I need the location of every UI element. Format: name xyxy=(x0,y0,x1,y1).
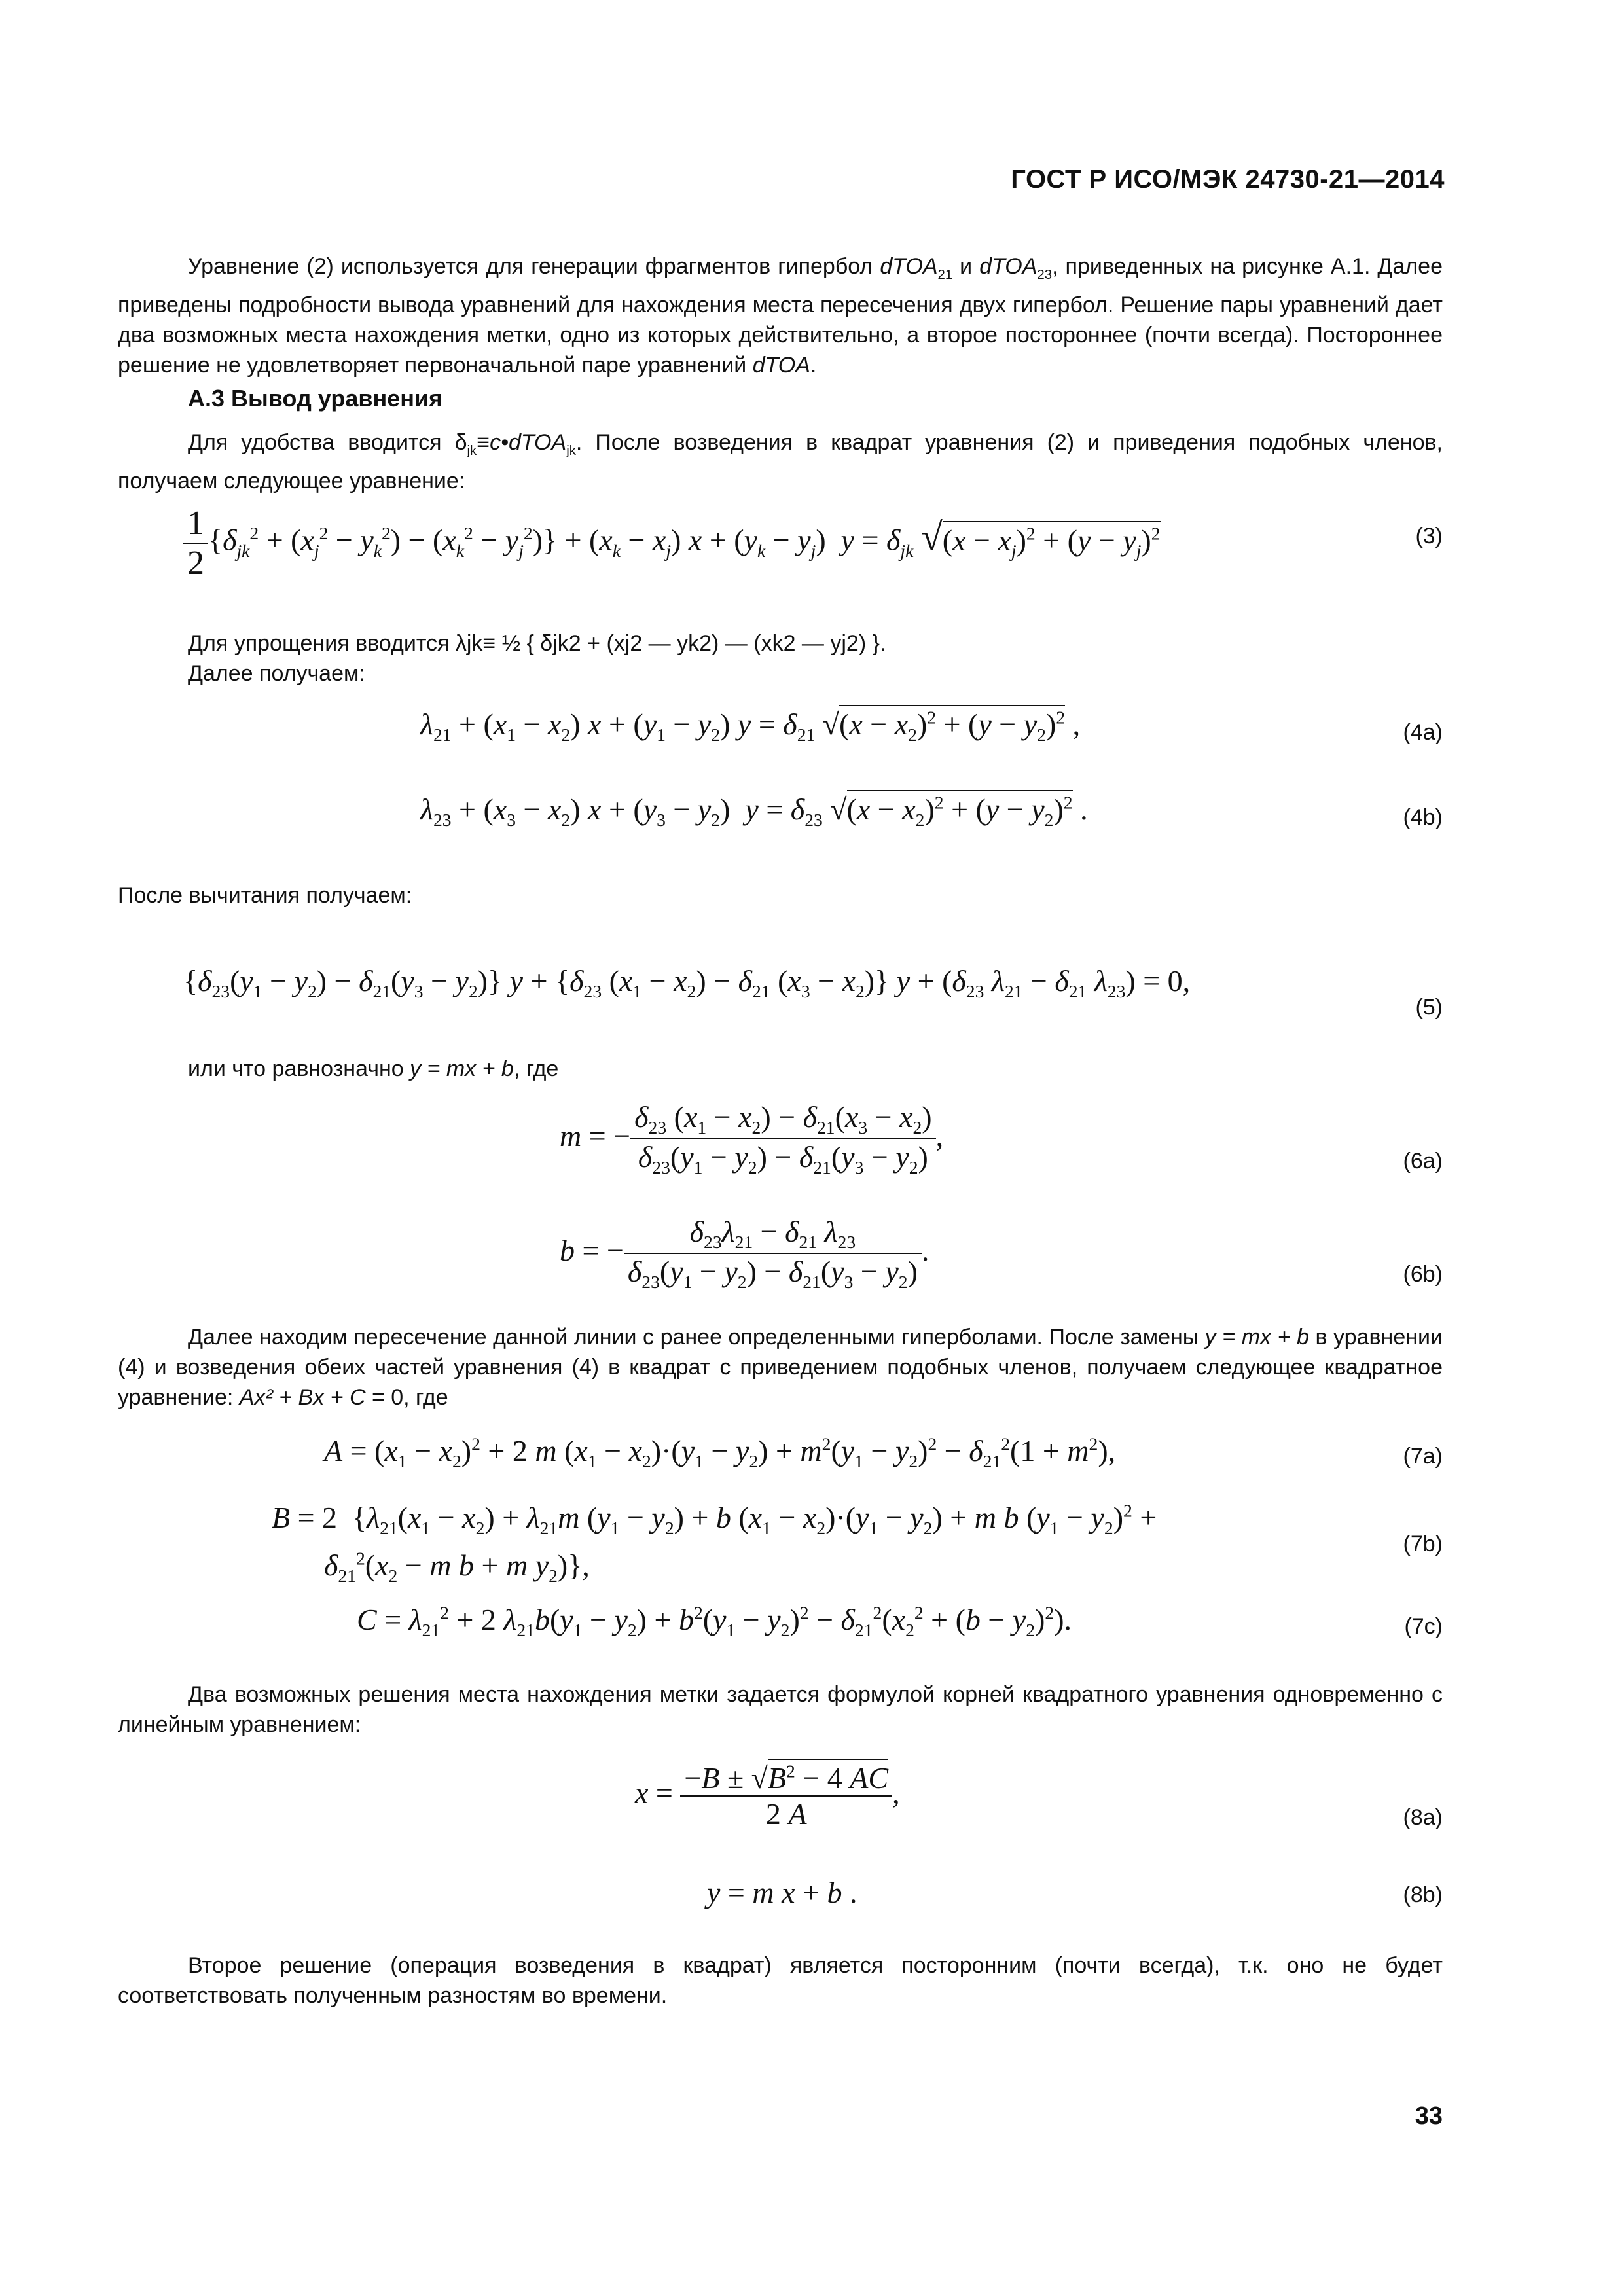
paragraph-delta-def xyxy=(118,427,1443,496)
paragraph-intersection xyxy=(118,1322,1443,1412)
delta-text-b: ≡ xyxy=(477,430,490,455)
eq-number-8b: (8b) xyxy=(1403,1882,1443,1907)
eq-number-7c: (7c) xyxy=(1404,1614,1443,1639)
intersect-text-a: Далее находим пересечение данной линии с ранее определенными гиперболами. После замены xyxy=(188,1325,1205,1350)
page-number: 33 xyxy=(1415,2102,1443,2130)
dtoa-sub-2: 23 xyxy=(1037,267,1053,282)
equation-4a: $\lambda_{21} + (x_1 - x_2) x + (y_1 - y_2) y = \delta_{21}$ $√(x - x_2)^2 + (y - y_2)^2$ , xyxy=(420,707,1080,745)
paragraph-lambda-def: Для упрощения вводится λjk≡ ½ { δjk2 + (xj2 — yk2) — (xk2 — yj2) }. xyxy=(188,631,886,656)
dtoa-var-3: dTOA xyxy=(752,352,810,378)
equation-7b-line2: $\delta_{21}^2(x_2 - m$ b + m $y_2$)}, xyxy=(324,1548,590,1587)
eq-number-4b: (4b) xyxy=(1403,805,1443,830)
intro-text-a: Уравнение (2) используется для генерации фрагментов гипербол xyxy=(188,254,880,279)
delta-sub-jk: jk xyxy=(467,443,477,458)
paragraph-equivalent xyxy=(118,1054,1443,1084)
intro-text-d: . xyxy=(810,352,817,378)
dtoa-var-1: dTOA xyxy=(880,254,938,279)
cdtoa-sub-jk: jk xyxy=(566,443,576,458)
delta-text-a: Для удобства вводится δ xyxy=(188,430,467,455)
paragraph-then: Далее получаем: xyxy=(188,661,365,686)
intersect-text-b: в уравнении (4) и возведения обеих частей уравнения (4) в квадрат с приведением подобных членов, получаем следующее квадратное уравнение: xyxy=(118,1325,1443,1410)
line-equation-inline: y = mx + b xyxy=(410,1056,514,1081)
eq-number-6a: (6a) xyxy=(1403,1149,1443,1174)
equiv-text-b: , где xyxy=(513,1056,559,1081)
paragraph-after-subtract: После вычитания получаем: xyxy=(118,883,412,908)
cdtoa-var: c•dTOA xyxy=(490,430,567,455)
eq-number-6b: (6b) xyxy=(1403,1262,1443,1287)
equation-4b: $\lambda_{23} + (x_3 - x_2) x + (y_3 - y_2) y = \delta_{23}$ $√(x - x_2)^2 + (y - y_2)^2$ . xyxy=(420,792,1088,831)
equation-8a: x = $\frac{-B \pm √B^2 - 4 AC}{2 A}$ , xyxy=(635,1761,900,1831)
equation-6b: b = − $\frac{\delta_{23}\lambda_{21} - \delta_{21} \lambda_{23}}{\delta_{23}(y_1 - y_2) - \delta_{21}(y_3 - y_2)}$ . xyxy=(560,1215,929,1293)
intersect-text-c: = 0, где xyxy=(365,1385,448,1410)
equation-3: $\frac{1}{2}$ $\{\delta_{jk}^2 + (x_j^2 - y_k^2) - (x_k^2 - y_j^2)\} + (x_k - x_j) x + (y_k - y_j) y = \delta_{jk}$ $√(x - x_j)^2 + (y - y_j)^2$ xyxy=(183,504,1161,583)
section-heading: А.3 Вывод уравнения xyxy=(188,385,443,412)
dtoa-var-2: dTOA xyxy=(979,254,1038,279)
equation-7b: B = 2 {$\lambda_{21}(x_1 - x_2) + \lambda_{21}m$ $(y_1 - y_2) + b$ $(x_1 - x_2)\cdot(y_1 - y_2) + m$ b $(y_1 - y_2)^2$ + xyxy=(272,1500,1157,1539)
intro-text-c: , приведенных на рисунке А.1. Далее приведены подробности вывода уравнений для нахождения места пересечения двух гипербол. Решение пары уравнений дает два возможных места нахождения метки, одно из которых действительно, а второе постороннее (почти всегда). Постороннее решение не удовлетворяет первоначальной паре уравнений xyxy=(118,254,1443,378)
standard-header: ГОСТ Р ИСО/МЭК 24730-21—2014 xyxy=(1011,165,1445,194)
eq-number-3: (3) xyxy=(1415,524,1443,548)
delta-text-c: . После возведения в квадрат уравнения (2) и приведения подобных членов, получаем следующее уравнение: xyxy=(118,430,1443,493)
paragraph-intro xyxy=(118,251,1443,380)
eq-number-8a: (8a) xyxy=(1403,1805,1443,1830)
equation-7a: $A = (x_1 - x_2)^2 + 2$ m $(x_1 - x_2)\cdot(y_1 - y_2) + m^2(y_1 - y_2)^2 - \delta_{21}^2(1 + m^2)$, xyxy=(324,1433,1116,1472)
eq-number-7b: (7b) xyxy=(1403,1532,1443,1556)
eq-number-7a: (7a) xyxy=(1403,1444,1443,1469)
equiv-text-a: или что равнозначно xyxy=(188,1056,410,1081)
eq-number-5: (5) xyxy=(1415,995,1443,1020)
equation-5: $\{\delta_{23}(y_1 - y_2) - \delta_{21}(y_3 - y_2)\} y + \{\delta_{23}$ $(x_1 - x_2) - \delta_{21}$ $(x_3 - x_2)$} $y + (\delta_{23}$ $\lambda_{21} - \delta_{21}$ $\lambda_{23}) = 0$, xyxy=(183,964,1191,1002)
equation-8b: y = m x + b . xyxy=(707,1876,857,1909)
quadratic-inline: Ax² + Bx + C xyxy=(239,1385,366,1410)
line-equation-inline-2: y = mx + b xyxy=(1204,1325,1309,1350)
equation-7c: $C = \lambda_{21}^2 + 2$ $\lambda_{21}b(y_1 - y_2) + b^2(y_1 - y_2)^2 - \delta_{21}^2(x_2^2 + (b - y_2)^2)$. xyxy=(357,1602,1072,1641)
eq-number-4a: (4a) xyxy=(1403,720,1443,745)
dtoa-sub-1: 21 xyxy=(937,267,953,282)
paragraph-extraneous: Второе решение (операция возведения в квадрат) является посторонним (почти всегда), т.к. оно не будет соответствовать полученным разностям во времени. xyxy=(118,1953,1443,2008)
equation-6a: m = − $\frac{\delta_{23} (x_1 - x_2) - \delta_{21}(x_3 - x_2)}{\delta_{23}(y_1 - y_2) - \delta_{21}(y_3 - y_2)}$ , xyxy=(560,1100,944,1178)
intro-text-b: и xyxy=(952,254,980,279)
paragraph-two-solutions: Два возможных решения места нахождения метки задается формулой корней квадратного уравнения одновременно с линейным уравнением: xyxy=(118,1682,1443,1737)
